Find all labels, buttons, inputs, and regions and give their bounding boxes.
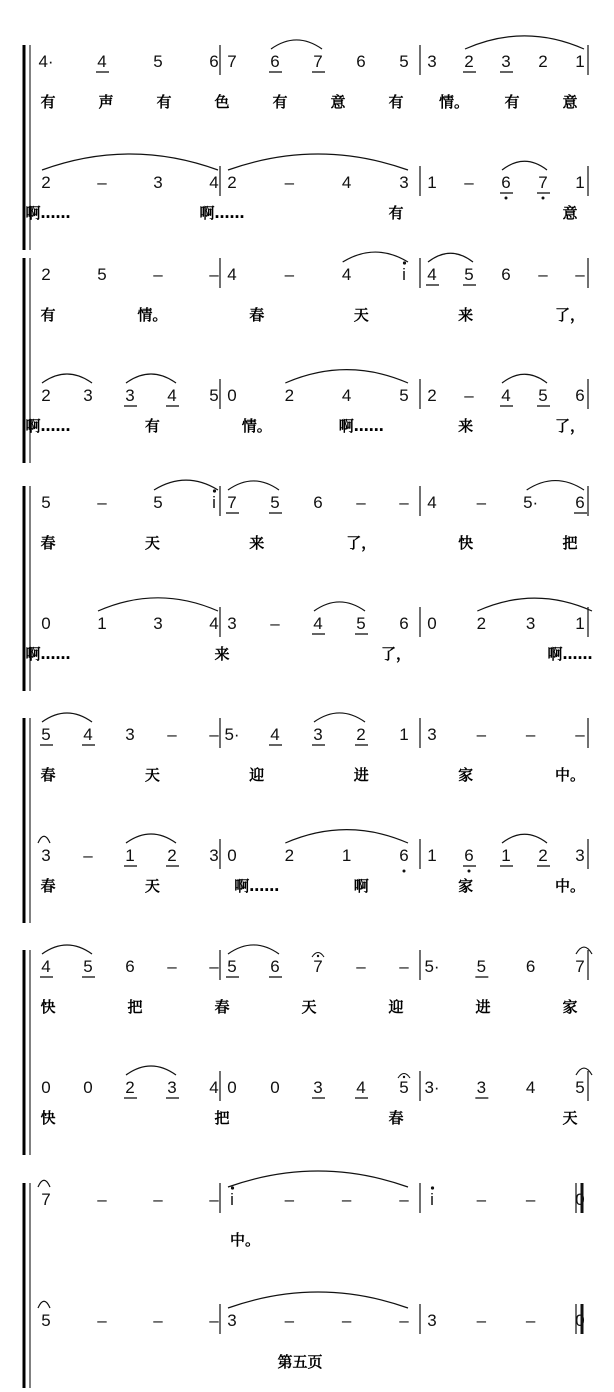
lyric-syllable: 进 xyxy=(475,998,491,1016)
dash-mark: – xyxy=(356,493,366,512)
note: 4 xyxy=(341,173,352,192)
slur-mark xyxy=(228,945,279,954)
slur-mark xyxy=(126,1066,176,1075)
note: 6 xyxy=(356,52,366,71)
note: 1 xyxy=(501,846,511,865)
lyric-syllable: 了， xyxy=(554,417,586,435)
lower-staff xyxy=(25,598,592,664)
note: 5· xyxy=(224,725,240,744)
slur-mark xyxy=(228,1171,408,1187)
note: 6 xyxy=(525,957,536,976)
page-label: 第五页 xyxy=(277,1353,323,1371)
dash-mark: – xyxy=(476,493,487,512)
note: 5 xyxy=(399,1078,409,1097)
dash-mark: – xyxy=(464,173,474,192)
lyric-syllable: 有 xyxy=(40,306,56,324)
note: 3 xyxy=(153,614,163,633)
fermata-dot xyxy=(403,1076,405,1078)
upper-staff xyxy=(40,945,592,1016)
lyric-syllable: 有 xyxy=(156,93,172,111)
slur-mark xyxy=(314,602,365,611)
slur-mark xyxy=(502,374,547,383)
high-octave-dot xyxy=(213,489,216,492)
note: 5 xyxy=(476,957,487,976)
note: 3 xyxy=(209,846,219,865)
slur-mark xyxy=(154,480,218,490)
note: i xyxy=(230,1190,234,1209)
dash-mark: – xyxy=(525,725,536,744)
note: 5 xyxy=(464,265,474,284)
note: 4 xyxy=(427,265,437,284)
dash-mark: – xyxy=(575,725,585,744)
score-system xyxy=(24,258,588,463)
dash-mark: – xyxy=(167,725,177,744)
note: 3 xyxy=(501,52,511,71)
note: 2 xyxy=(476,614,487,633)
note: 2 xyxy=(41,386,51,405)
dash-mark: – xyxy=(476,1311,487,1330)
lyric-syllable: 意 xyxy=(562,204,578,222)
dash-mark: – xyxy=(209,957,219,976)
lyric-syllable: 中。 xyxy=(554,766,586,784)
lyric-syllable: 中。 xyxy=(554,877,586,895)
slur-mark xyxy=(285,830,408,843)
note: 7 xyxy=(575,957,585,976)
lyric-syllable: 了， xyxy=(554,306,586,324)
note: 5 xyxy=(41,725,51,744)
slur-mark xyxy=(98,598,218,611)
slur-mark xyxy=(271,40,322,49)
dash-mark: – xyxy=(209,725,219,744)
note: 2 xyxy=(167,846,177,865)
note: 5 xyxy=(227,957,237,976)
note: 4 xyxy=(427,493,437,512)
lyric-syllable: 来 xyxy=(214,645,230,663)
lyric-syllable: 春 xyxy=(214,998,230,1016)
lyric-syllable: 情。 xyxy=(438,93,470,111)
slur-mark xyxy=(527,481,584,490)
lyric-syllable: 迎 xyxy=(388,998,404,1016)
lyric-syllable: 啊…… xyxy=(25,417,71,435)
note: 0 xyxy=(575,1311,585,1330)
score-system xyxy=(24,718,588,923)
note: 5 xyxy=(538,386,548,405)
note: 0 xyxy=(427,614,437,633)
lyric-syllable: 快 xyxy=(40,998,56,1016)
dash-mark: – xyxy=(167,957,177,976)
note: 1 xyxy=(427,173,437,192)
note: 1 xyxy=(575,173,585,192)
note: 2 xyxy=(284,846,295,865)
dash-mark: – xyxy=(525,1311,536,1330)
note: 3 xyxy=(313,1078,323,1097)
dash-mark: – xyxy=(399,493,409,512)
note: 0 xyxy=(575,1190,585,1209)
slur-mark xyxy=(285,370,408,383)
dash-mark: – xyxy=(284,1311,295,1330)
note: i xyxy=(212,493,216,512)
lyric-syllable: 把 xyxy=(562,534,578,552)
note: 2 xyxy=(125,1078,135,1097)
lyric-syllable: 天 xyxy=(301,998,317,1016)
note: 4 xyxy=(209,1078,219,1097)
lyric-syllable: 啊 xyxy=(353,877,369,895)
high-octave-dot xyxy=(231,1186,234,1189)
dash-mark: – xyxy=(538,265,548,284)
note: 1 xyxy=(125,846,135,865)
lyric-syllable: 家 xyxy=(458,766,474,784)
note: 5· xyxy=(424,957,440,976)
dash-mark: – xyxy=(153,265,163,284)
slur-mark xyxy=(42,154,218,170)
note: 4 xyxy=(83,725,93,744)
dash-mark: – xyxy=(525,1190,536,1209)
note: 3 xyxy=(227,1311,237,1330)
note: 4· xyxy=(38,52,54,71)
note: 6 xyxy=(209,52,219,71)
note: 1 xyxy=(97,614,107,633)
slur-mark xyxy=(228,154,408,170)
lyric-syllable: 意 xyxy=(562,93,578,111)
note: 5 xyxy=(356,614,366,633)
dash-mark: – xyxy=(284,173,295,192)
note: 4 xyxy=(41,957,51,976)
slur-mark xyxy=(38,1180,50,1187)
lyric-syllable: 中。 xyxy=(229,1231,261,1249)
slur-mark xyxy=(576,947,592,954)
note: 3· xyxy=(424,1078,440,1097)
note: 6 xyxy=(464,846,474,865)
note: 4 xyxy=(356,1078,366,1097)
dash-mark: – xyxy=(209,1311,219,1330)
high-octave-dot xyxy=(431,1186,434,1189)
lyric-syllable: 声 xyxy=(98,93,114,111)
note: 6 xyxy=(501,173,511,192)
note: 4 xyxy=(209,614,219,633)
note: 7 xyxy=(313,52,323,71)
note: 1 xyxy=(341,846,352,865)
note: 2 xyxy=(538,52,548,71)
upper-staff xyxy=(40,713,585,784)
note: 4 xyxy=(227,265,237,284)
note: 1 xyxy=(427,846,437,865)
note: 0 xyxy=(270,1078,280,1097)
lyric-syllable: 春 xyxy=(249,306,265,324)
note: i xyxy=(402,265,406,284)
upper-staff xyxy=(38,36,584,111)
lyric-syllable: 有 xyxy=(272,93,288,111)
note: 2 xyxy=(464,52,474,71)
slur-mark xyxy=(576,1068,592,1075)
note: 4 xyxy=(97,52,107,71)
note: 0 xyxy=(83,1078,93,1097)
dash-mark: – xyxy=(97,1190,107,1209)
slur-mark xyxy=(38,836,50,843)
lyric-syllable: 进 xyxy=(353,766,369,784)
lyric-syllable: 天 xyxy=(353,306,369,324)
lyric-syllable: 啊…… xyxy=(199,204,245,222)
note: 1 xyxy=(575,614,585,633)
lyric-syllable: 把 xyxy=(214,1109,230,1127)
note: 6 xyxy=(125,957,135,976)
slur-mark xyxy=(343,252,408,262)
lyric-syllable: 快 xyxy=(40,1109,56,1127)
note: 3 xyxy=(83,386,93,405)
lyric-syllable: 天 xyxy=(144,534,160,552)
lyric-syllable: 了， xyxy=(346,534,377,552)
slur-mark xyxy=(314,713,365,722)
note: 4 xyxy=(270,725,280,744)
note: 0 xyxy=(41,1078,51,1097)
lyric-syllable: 有 xyxy=(388,204,404,222)
note: 2 xyxy=(427,386,437,405)
note: 6 xyxy=(313,493,323,512)
note: 5 xyxy=(575,1078,585,1097)
note: 4 xyxy=(501,386,511,405)
lyric-syllable: 春 xyxy=(40,766,56,784)
lyric-syllable: 春 xyxy=(388,1109,404,1127)
slur-mark xyxy=(42,945,92,954)
note: i xyxy=(430,1190,434,1209)
note: 5 xyxy=(153,52,163,71)
score-system xyxy=(24,486,588,691)
note: 7 xyxy=(41,1190,51,1209)
slur-mark xyxy=(502,161,547,170)
dash-mark: – xyxy=(575,265,585,284)
dash-mark: – xyxy=(153,1311,163,1330)
note: 2 xyxy=(41,265,51,284)
lyric-syllable: 色 xyxy=(214,93,230,111)
lyric-syllable: 快 xyxy=(458,534,474,552)
lower-staff xyxy=(25,370,585,436)
dash-mark: – xyxy=(153,1190,163,1209)
note: 4 xyxy=(313,614,323,633)
note: 3 xyxy=(153,173,163,192)
high-octave-dot xyxy=(403,261,406,264)
note: 6 xyxy=(399,614,409,633)
note: 2 xyxy=(227,173,237,192)
upper-staff xyxy=(40,480,587,553)
note: 5· xyxy=(523,493,539,512)
note: 5 xyxy=(153,493,163,512)
note: 2 xyxy=(356,725,366,744)
lyric-syllable: 春 xyxy=(40,877,56,895)
score-system xyxy=(24,950,588,1155)
upper-staff xyxy=(40,252,585,325)
note: 6 xyxy=(575,386,585,405)
dash-mark: – xyxy=(209,1190,219,1209)
slur-mark xyxy=(477,598,592,611)
lyric-syllable: 来 xyxy=(458,417,474,435)
note: 3 xyxy=(167,1078,177,1097)
dash-mark: – xyxy=(399,1311,409,1330)
note: 3 xyxy=(525,614,536,633)
lyric-syllable: 春 xyxy=(40,534,56,552)
lyric-syllable: 家 xyxy=(562,998,578,1016)
dash-mark: – xyxy=(399,1190,409,1209)
note: 4 xyxy=(167,386,177,405)
lyric-syllable: 迎 xyxy=(249,766,265,784)
note: 3 xyxy=(427,52,437,71)
note: 1 xyxy=(399,725,409,744)
lyric-syllable: 天 xyxy=(144,877,160,895)
slur-mark xyxy=(465,36,584,49)
note: 3 xyxy=(476,1078,487,1097)
note: 6 xyxy=(399,846,409,865)
note: 3 xyxy=(427,1311,437,1330)
note: 6 xyxy=(270,957,280,976)
slur-mark xyxy=(38,1301,50,1308)
dash-mark: – xyxy=(341,1190,352,1209)
lyric-syllable: 啊…… xyxy=(547,645,593,663)
note: 3 xyxy=(41,846,51,865)
note: 5 xyxy=(399,52,409,71)
lyric-syllable: 来 xyxy=(249,534,265,552)
note: 5 xyxy=(41,493,51,512)
slur-mark xyxy=(228,1292,408,1308)
slur-mark xyxy=(42,713,92,722)
dash-mark: – xyxy=(476,1190,487,1209)
lyric-syllable: 了， xyxy=(380,645,412,663)
note: 7 xyxy=(227,52,237,71)
dash-mark: – xyxy=(464,386,474,405)
slur-mark xyxy=(228,481,279,490)
lower-staff xyxy=(40,1066,592,1127)
lyric-syllable: 啊…… xyxy=(234,877,280,895)
low-octave-dot xyxy=(505,197,508,200)
note: 7 xyxy=(227,493,237,512)
dash-mark: – xyxy=(209,265,219,284)
lower-staff xyxy=(25,154,584,222)
low-octave-dot xyxy=(468,870,471,873)
lyric-syllable: 有 xyxy=(388,93,404,111)
note: 3 xyxy=(399,173,409,192)
note: 4 xyxy=(341,265,352,284)
note: 1 xyxy=(575,52,585,71)
note: 4 xyxy=(209,173,219,192)
lyric-syllable: 天 xyxy=(562,1109,578,1127)
lyric-syllable: 有 xyxy=(144,417,160,435)
note: 6 xyxy=(270,52,280,71)
slur-mark xyxy=(126,834,176,843)
lyric-syllable: 啊…… xyxy=(25,645,71,663)
dash-mark: – xyxy=(476,725,487,744)
note: 0 xyxy=(41,614,51,633)
slur-mark xyxy=(428,253,473,262)
lyric-syllable: 啊…… xyxy=(25,204,71,222)
lyric-syllable: 家 xyxy=(458,877,474,895)
note: 5 xyxy=(41,1311,51,1330)
dash-mark: – xyxy=(356,957,366,976)
note: 2 xyxy=(41,173,51,192)
note: 3 xyxy=(125,725,135,744)
note: 5 xyxy=(83,957,93,976)
low-octave-dot xyxy=(542,197,545,200)
note: 7 xyxy=(538,173,548,192)
dash-mark: – xyxy=(83,846,93,865)
lyric-syllable: 情。 xyxy=(137,306,168,324)
note: 0 xyxy=(227,1078,237,1097)
note: 5 xyxy=(270,493,280,512)
score-system xyxy=(24,45,588,250)
note: 0 xyxy=(227,846,237,865)
lyric-syllable: 意 xyxy=(330,93,346,111)
note: 4 xyxy=(525,1078,536,1097)
lyric-syllable: 来 xyxy=(458,306,474,324)
dash-mark: – xyxy=(270,614,280,633)
dash-mark: – xyxy=(284,1190,295,1209)
note: 5 xyxy=(209,386,219,405)
lower-staff xyxy=(38,830,585,895)
lyric-syllable: 有 xyxy=(40,93,56,111)
lyric-syllable: 啊…… xyxy=(338,417,384,435)
dash-mark: – xyxy=(97,1311,107,1330)
note: 3 xyxy=(227,614,237,633)
lower-staff xyxy=(38,1292,585,1330)
dash-mark: – xyxy=(97,173,107,192)
note: 2 xyxy=(284,386,295,405)
note: 3 xyxy=(575,846,585,865)
slur-mark xyxy=(126,374,176,383)
dash-mark: – xyxy=(284,265,295,284)
note: 7 xyxy=(313,957,323,976)
fermata-dot xyxy=(317,955,319,957)
dash-mark: – xyxy=(341,1311,352,1330)
upper-staff xyxy=(38,1171,585,1249)
dash-mark: – xyxy=(97,493,107,512)
slur-mark xyxy=(502,834,547,843)
note: 6 xyxy=(501,265,511,284)
lyric-syllable: 情。 xyxy=(241,417,272,435)
slur-mark xyxy=(42,374,92,383)
low-octave-dot xyxy=(403,870,406,873)
note: 3 xyxy=(125,386,135,405)
lyric-syllable: 有 xyxy=(504,93,520,111)
lyric-syllable: 天 xyxy=(144,766,160,784)
note: 5 xyxy=(97,265,107,284)
dash-mark: – xyxy=(399,957,409,976)
note: 5 xyxy=(399,386,409,405)
note: 4 xyxy=(341,386,352,405)
lyric-syllable: 把 xyxy=(127,998,143,1016)
note: 2 xyxy=(538,846,548,865)
note: 0 xyxy=(227,386,237,405)
note: 3 xyxy=(427,725,437,744)
note: 6 xyxy=(575,493,585,512)
note: 3 xyxy=(313,725,323,744)
